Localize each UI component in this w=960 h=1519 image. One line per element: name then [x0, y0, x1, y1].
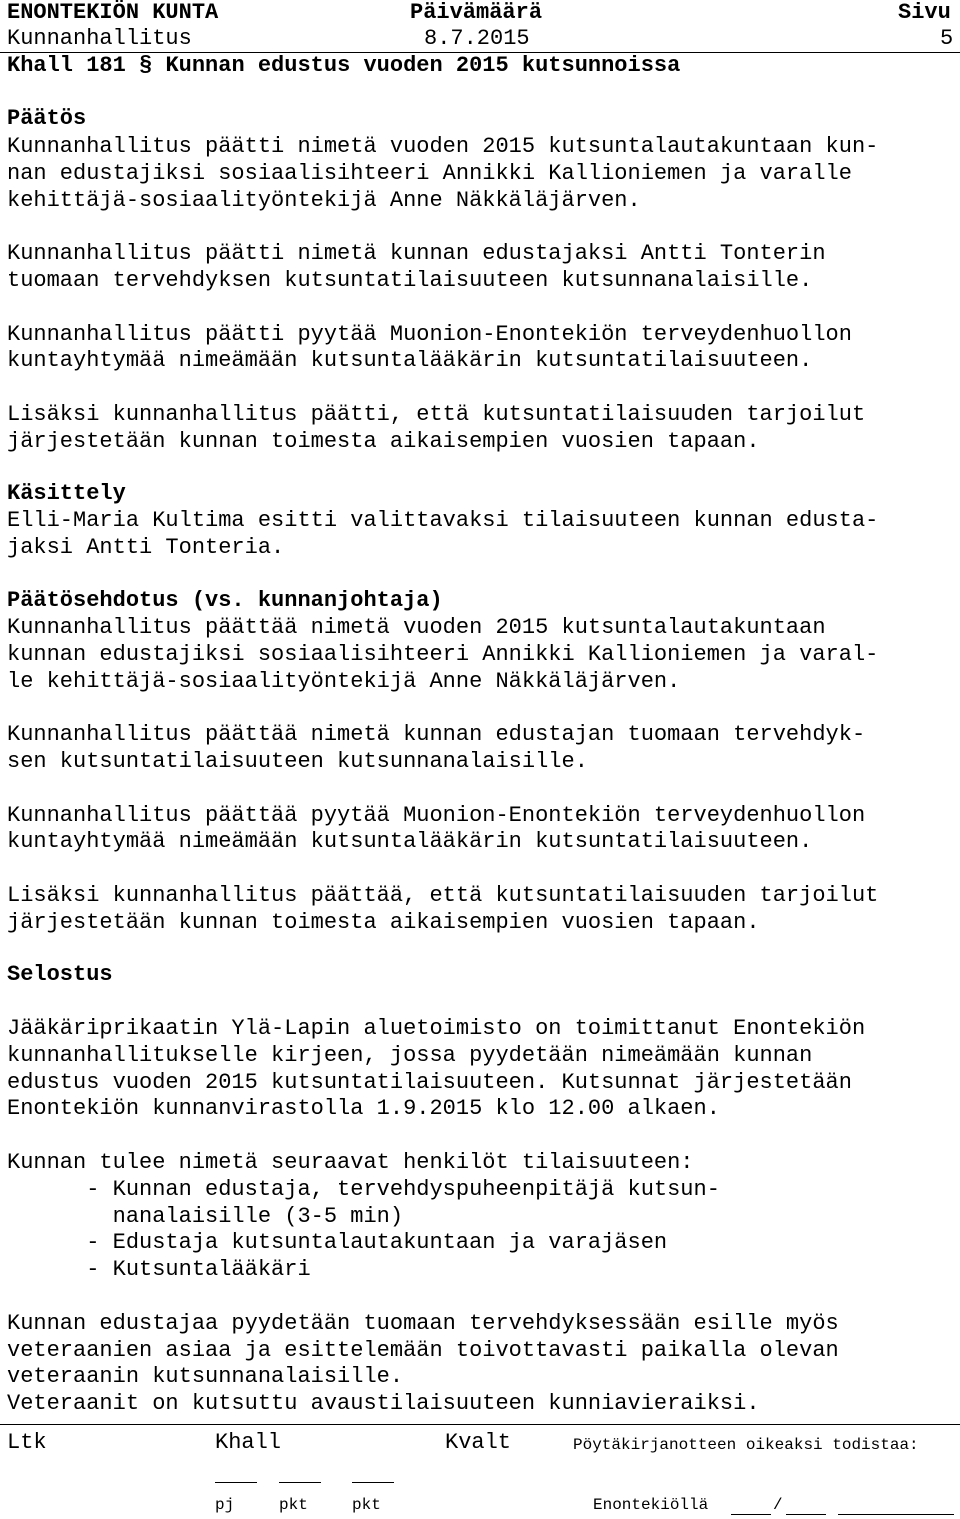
section-prefix: Khall 181 [7, 53, 126, 78]
page-label: Sivu [898, 0, 951, 25]
selostus-line: Kunnan tulee nimetä seuraavat henkilöt tilaisuuteen: [7, 1150, 694, 1175]
footer-pkt2: pkt [352, 1496, 381, 1514]
ehdotus-line: kunnan edustajiksi sosiaalisihteeri Annikki Kallioniemen ja varal- [7, 641, 879, 667]
selostus-line: - Edustaja kutsuntalautakuntaan ja varajäsen [7, 1230, 668, 1256]
ehdotus-line: le kehittäjä-sosiaalityöntekijä Anne Näkkäläjärven. [7, 668, 681, 694]
pkt1-signature-line [279, 1482, 321, 1483]
footer-ltk: Ltk [7, 1430, 47, 1455]
selostus-heading: Selostus [7, 962, 113, 987]
kasittely-heading: Käsittely [7, 481, 126, 506]
ehdotus-line: Kunnanhallitus päättää nimetä kunnan edustajan tuomaan tervehdyk- [7, 722, 866, 748]
municipality-name: ENONTEKIÖN KUNTA [7, 0, 219, 25]
meeting-date: 8.7.2015 [424, 26, 530, 51]
pkt2-signature-line [352, 1482, 394, 1483]
ehdotus-heading: Päätösehdotus (vs. kunnanjohtaja) [7, 588, 443, 613]
selostus-line: veteraanien asiaa ja esittelemään toivottavasti paikalla olevan [7, 1337, 839, 1363]
selostus-line: Enontekiön kunnanvirastolla 1.9.2015 klo 12.00 alkaen. [7, 1096, 720, 1122]
ehdotus-line: sen kutsuntatilaisuuteen kutsunnanalaisille. [7, 749, 588, 774]
page-number: 5 [940, 26, 954, 51]
selostus-line: Veteraanit on kutsuttu avaustilaisuuteen kunniavieraiksi. [7, 1391, 760, 1417]
paatos-line: järjestetään kunnan toimesta aikaisempien vuosien tapaan. [7, 428, 760, 454]
selostus-line: kunnanhallitukselle kirjeen, jossa pyydetään nimeämään kunnan [7, 1042, 813, 1068]
section-mark: § [139, 53, 153, 78]
paatos-heading: Päätös [7, 106, 87, 131]
footer-slash: / [773, 1496, 783, 1514]
footer-certify: Pöytäkirjanotteen oikeaksi todistaa: [573, 1436, 919, 1454]
pj-signature-line [215, 1482, 257, 1483]
kasittely-line: Elli-Maria Kultima esitti valittavaksi tilaisuuteen kunnan edusta- [7, 508, 879, 533]
selostus-line: - Kutsuntalääkäri [7, 1257, 311, 1283]
footer-place: Enontekiöllä [593, 1496, 709, 1514]
footer-kvalt: Kvalt [445, 1430, 512, 1455]
signature-blank [838, 1514, 954, 1515]
day-blank [731, 1514, 771, 1515]
month-blank [786, 1514, 826, 1515]
section-title-line [7, 53, 680, 79]
selostus-line: Jääkäriprikaatin Ylä-Lapin aluetoimisto on toimittanut Enontekiön [7, 1016, 866, 1041]
paatos-line: tuomaan tervehdyksen kutsuntatilaisuuteen kutsunnanalaisille. [7, 268, 813, 293]
selostus-line: veteraanin kutsunnanalaisille. [7, 1364, 404, 1390]
paatos-line: Lisäksi kunnanhallitus päätti, että kutsuntatilaisuuden tarjoilut [7, 402, 866, 427]
selostus-line: - Kunnan edustaja, tervehdyspuheenpitäjä kutsun- [7, 1176, 720, 1202]
ehdotus-line: Kunnanhallitus päättää pyytää Muonion-Enontekiön terveydenhuollon [7, 802, 866, 828]
body-name: Kunnanhallitus [7, 26, 192, 51]
selostus-line: Kunnan edustajaa pyydetään tuomaan tervehdyksessään esille myös [7, 1310, 839, 1336]
footer-pkt1: pkt [279, 1496, 308, 1514]
paatos-line: kuntayhtymää nimeämään kutsuntalääkärin kutsuntatilaisuuteen. [7, 348, 813, 374]
paatos-line: kehittäjä-sosiaalityöntekijä Anne Näkkäläjärven. [7, 187, 641, 213]
footer-khall: Khall [215, 1430, 282, 1455]
section-title: Kunnan edustus vuoden 2015 kutsunnoissa [165, 53, 681, 78]
paatos-line: Kunnanhallitus päätti nimetä vuoden 2015 kutsuntalautakuntaan kun- [7, 134, 879, 159]
date-label: Päivämäärä [410, 0, 543, 25]
ehdotus-line: järjestetään kunnan toimesta aikaisempien vuosien tapaan. [7, 909, 760, 935]
selostus-line: nanalaisille (3-5 min) [7, 1203, 404, 1229]
kasittely-line: jaksi Antti Tonteria. [7, 534, 285, 560]
footer-rule [0, 1424, 960, 1425]
paatos-line: Kunnanhallitus päätti pyytää Muonion-Enontekiön terveydenhuollon [7, 321, 852, 347]
ehdotus-line: Lisäksi kunnanhallitus päättää, että kutsuntatilaisuuden tarjoilut [7, 883, 879, 908]
selostus-line: edustus vuoden 2015 kutsuntatilaisuuteen. Kutsunnat järjestetään [7, 1069, 852, 1095]
footer-pj: pj [215, 1496, 235, 1514]
ehdotus-line: kuntayhtymää nimeämään kutsuntalääkärin kutsuntatilaisuuteen. [7, 829, 813, 855]
ehdotus-line: Kunnanhallitus päättää nimetä vuoden 2015 kutsuntalautakuntaan [7, 615, 826, 640]
paatos-line: nan edustajiksi sosiaalisihteeri Annikki Kallioniemen ja varalle [7, 160, 852, 186]
paatos-line: Kunnanhallitus päätti nimetä kunnan edustajaksi Antti Tonterin [7, 241, 826, 267]
